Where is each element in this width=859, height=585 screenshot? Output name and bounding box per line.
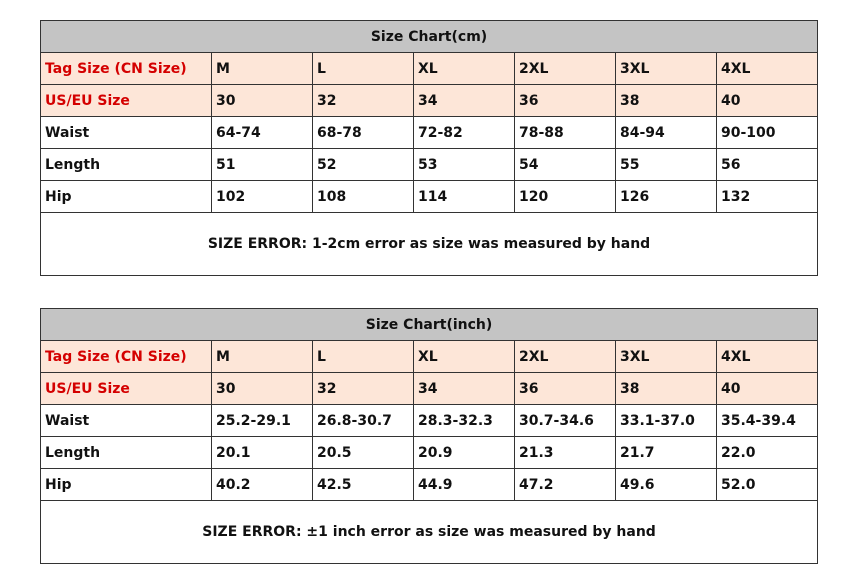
size-cell: L [313,341,414,373]
value-cell: 21.3 [515,437,616,469]
value-cell: 40.2 [212,469,313,501]
size-chart-cm-table [40,20,818,276]
hip-row [41,469,818,501]
value-cell: 20.1 [212,437,313,469]
waist-row [41,117,818,149]
row-label: US/EU Size [41,373,212,405]
value-cell: 78-88 [515,117,616,149]
size-cell: M [212,341,313,373]
size-cell: 38 [616,373,717,405]
size-cell: 36 [515,373,616,405]
tag-size-row [41,53,818,85]
title-row [41,309,818,341]
value-cell: 64-74 [212,117,313,149]
value-cell: 20.9 [414,437,515,469]
row-label: Waist [41,405,212,437]
us-size-row [41,373,818,405]
value-cell: 21.7 [616,437,717,469]
size-cell: 2XL [515,53,616,85]
size-error-note: SIZE ERROR: ±1 inch error as size was measured by hand [41,501,818,564]
size-cell: 4XL [717,53,818,85]
size-cell: 32 [313,373,414,405]
size-cell: XL [414,53,515,85]
size-cell: 36 [515,85,616,117]
row-label: Hip [41,181,212,213]
value-cell: 120 [515,181,616,213]
size-cell: 40 [717,85,818,117]
value-cell: 52 [313,149,414,181]
value-cell: 102 [212,181,313,213]
value-cell: 114 [414,181,515,213]
size-error-note: SIZE ERROR: 1-2cm error as size was measured by hand [41,213,818,276]
value-cell: 20.5 [313,437,414,469]
size-cell: 40 [717,373,818,405]
size-cell: 34 [414,373,515,405]
value-cell: 47.2 [515,469,616,501]
value-cell: 54 [515,149,616,181]
value-cell: 84-94 [616,117,717,149]
size-cell: 3XL [616,53,717,85]
length-row [41,149,818,181]
value-cell: 53 [414,149,515,181]
size-cell: XL [414,341,515,373]
value-cell: 72-82 [414,117,515,149]
value-cell: 30.7-34.6 [515,405,616,437]
note-row [41,213,818,276]
row-label: Length [41,149,212,181]
hip-row [41,181,818,213]
value-cell: 49.6 [616,469,717,501]
value-cell: 26.8-30.7 [313,405,414,437]
size-cell: 4XL [717,341,818,373]
value-cell: 44.9 [414,469,515,501]
value-cell: 126 [616,181,717,213]
row-label: Tag Size (CN Size) [41,341,212,373]
value-cell: 90-100 [717,117,818,149]
size-cell: 3XL [616,341,717,373]
size-cell: 30 [212,373,313,405]
value-cell: 33.1-37.0 [616,405,717,437]
value-cell: 22.0 [717,437,818,469]
size-cell: L [313,53,414,85]
value-cell: 35.4-39.4 [717,405,818,437]
size-cell: M [212,53,313,85]
value-cell: 28.3-32.3 [414,405,515,437]
row-label: Length [41,437,212,469]
us-size-row [41,85,818,117]
value-cell: 56 [717,149,818,181]
value-cell: 25.2-29.1 [212,405,313,437]
table-title: Size Chart(inch) [41,309,818,341]
title-row [41,21,818,53]
value-cell: 68-78 [313,117,414,149]
tag-size-row [41,341,818,373]
length-row [41,437,818,469]
row-label: Tag Size (CN Size) [41,53,212,85]
size-cell: 38 [616,85,717,117]
value-cell: 108 [313,181,414,213]
table-title: Size Chart(cm) [41,21,818,53]
value-cell: 55 [616,149,717,181]
size-cell: 2XL [515,341,616,373]
size-cell: 34 [414,85,515,117]
value-cell: 51 [212,149,313,181]
size-cell: 32 [313,85,414,117]
row-label: Waist [41,117,212,149]
row-label: Hip [41,469,212,501]
waist-row [41,405,818,437]
value-cell: 42.5 [313,469,414,501]
size-cell: 30 [212,85,313,117]
value-cell: 52.0 [717,469,818,501]
value-cell: 132 [717,181,818,213]
row-label: US/EU Size [41,85,212,117]
size-chart-inch-table [40,308,818,564]
note-row [41,501,818,564]
